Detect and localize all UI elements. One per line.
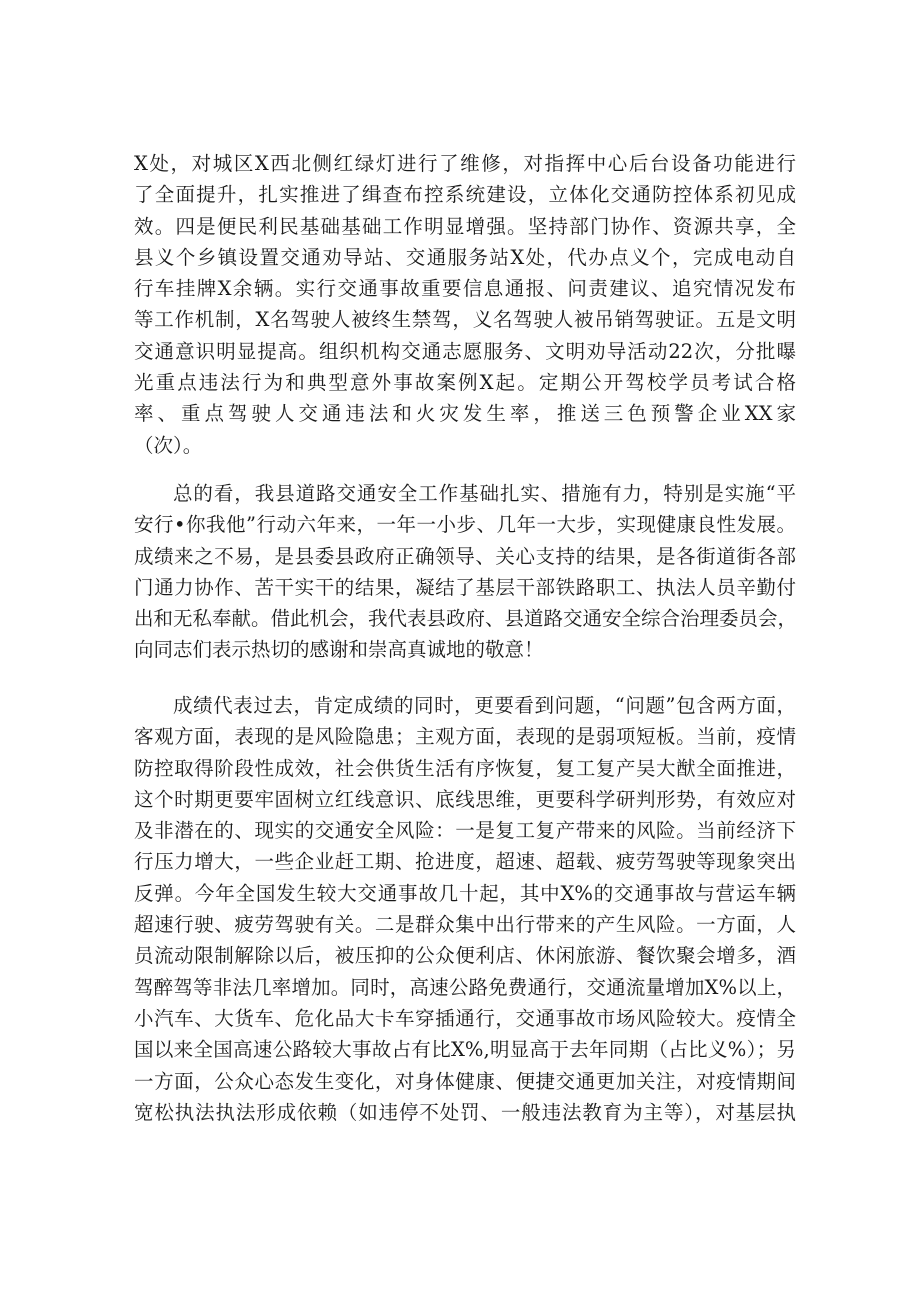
- text-line: 总的看，我县道路交通安全工作基础扎实、措施有力，特别是实施“平: [173, 482, 796, 505]
- text-line: 行压力增大，一些企业赶工期、抢进度，超速、超载、疲劳驾驶等现象突出: [134, 850, 796, 874]
- text-line: 交通意识明显提高。组织机构交通志愿服务、文明劝导活动22次，分批曝: [134, 339, 796, 363]
- text-line: （次）。: [134, 433, 203, 457]
- text-line: 向同志们表示热切的感谢和崇高真诚地的敬意！: [134, 638, 544, 662]
- paragraph-problems: [134, 690, 796, 1128]
- text-line: 成绩来之不易，是县委县政府正确领导、关心支持的结果，是各街道街各部: [134, 544, 796, 568]
- text-line: 安行•你我他”行动六年来，一年一小步、几年一大步，实现健康良性发展。: [134, 513, 796, 537]
- paragraph-summary: [134, 478, 796, 666]
- text-line: 行车挂牌X余辆。实行交通事故重要信息通报、问责建议、追究情况发布: [134, 277, 796, 301]
- paragraph-achievements: [134, 148, 796, 461]
- text-line: 客观方面，表现的是风险隐患；主观方面，表现的是弱项短板。当前，疫情: [134, 725, 796, 749]
- text-line: 效。四是便民利民基础基础工作明显增强。坚持部门协作、资源共享，全: [134, 214, 796, 238]
- text-line: 防控取得阶段性成效，社会供货生活有序恢复，复工复产吴大猷全面推进，: [134, 756, 796, 780]
- text-line: 了全面提升，扎实推进了缉查布控系统建设，立体化交通防控体系初见成: [134, 183, 796, 207]
- text-line: 出和无私奉献。借此机会，我代表县政府、县道路交通安全综合治理委员会，: [134, 607, 798, 631]
- text-line: 员流动限制解除以后，被压抑的公众便利店、休闲旅游、餐饮聚会增多，酒: [134, 944, 796, 968]
- text-line: 及非潜在的、现实的交通安全风险：一是复工复产带来的风险。当前经济下: [134, 819, 796, 843]
- text-line: 这个时期更要牢固树立红线意识、底线思维，更要科学研判形势，有效应对: [134, 787, 796, 811]
- text-line: 成绩代表过去，肯定成绩的同时，更要看到问题，“问题”包含两方面，: [173, 694, 796, 717]
- text-line: 光重点违法行为和典型意外事故案例X起。定期公开驾校学员考试合格: [134, 371, 796, 395]
- text-line: 驾醉驾等非法几率增加。同时，高速公路免费通行，交通流量增加X%以上，: [134, 975, 796, 999]
- text-line: 一方面，公众心态发生变化，对身体健康、便捷交通更加关注，对疫情期间: [134, 1069, 796, 1093]
- text-line: 国以来全国高速公路较大事故占有比X%,明显高于去年同期（占比义%）；另: [134, 1038, 796, 1062]
- text-line: 反弹。今年全国发生较大交通事故几十起，其中X%的交通事故与营运车辆: [134, 881, 796, 905]
- text-line: 等工作机制，X名驾驶人被终生禁驾，义名驾驶人被吊销驾驶证。五是文明: [134, 308, 796, 332]
- text-line: 门通力协作、苦干实干的结果，凝结了基层干部铁路职工、执法人员辛勤付: [134, 575, 796, 599]
- text-line: 小汽车、大货车、危化品大卡车穿插通行，交通事故市场风险较大。疫情全: [134, 1006, 796, 1030]
- text-line: 超速行驶、疲劳驾驶有关。二是群众集中出行带来的产生风险。一方面，人: [134, 913, 796, 937]
- text-line: 县义个乡镇设置交通劝导站、交通服务站X处，代办点义个，完成电动自: [134, 245, 796, 269]
- text-line: 率、重点驾驶人交通违法和火灾发生率，推送三色预警企业XX家: [134, 402, 796, 426]
- text-line: X处，对城区X西北侧红绿灯进行了维修，对指挥中心后台设备功能进行: [134, 152, 796, 175]
- text-line: 宽松执法执法形成依赖（如违停不处罚、一般违法教育为主等），对基层执: [134, 1100, 796, 1124]
